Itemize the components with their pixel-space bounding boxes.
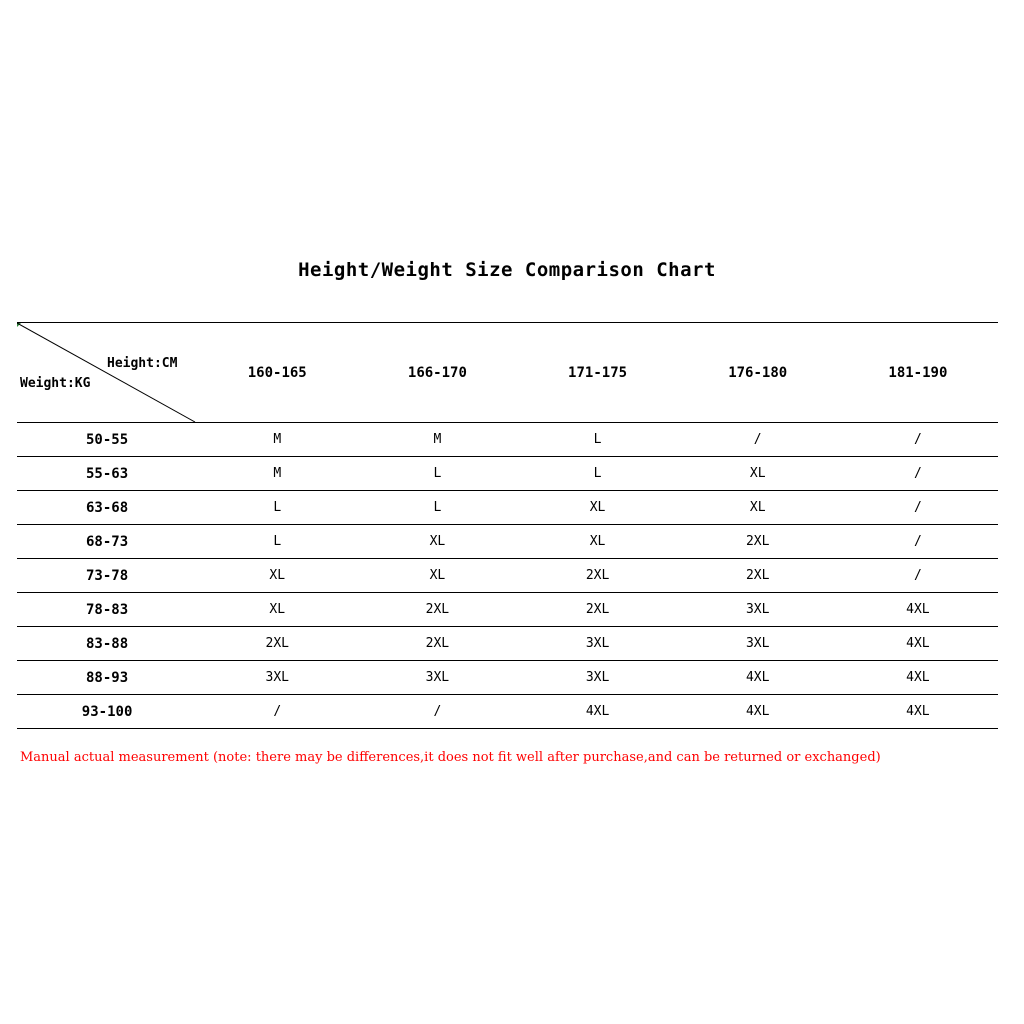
size-cell: 2XL [678, 559, 838, 593]
table-row [17, 423, 998, 457]
size-cell: 2XL [197, 627, 357, 661]
size-cell: XL [197, 559, 357, 593]
size-cell: XL [357, 525, 517, 559]
size-cell: L [357, 457, 517, 491]
size-cell: 3XL [197, 661, 357, 695]
size-cell: 2XL [517, 559, 677, 593]
weight-cell: 78-83 [17, 593, 197, 627]
measurement-note: Manual actual measurement (note: there may be differences,it does not fit well after purchase,and can be returned or exchanged) [20, 750, 881, 765]
weight-cell: 55-63 [17, 457, 197, 491]
size-cell: / [838, 457, 998, 491]
size-cell: L [517, 423, 677, 457]
size-cell: XL [678, 491, 838, 525]
table-row [17, 593, 998, 627]
size-cell: 3XL [357, 661, 517, 695]
height-header: 181-190 [838, 323, 998, 423]
height-header: 176-180 [678, 323, 838, 423]
table-row [17, 695, 998, 729]
size-cell: / [838, 525, 998, 559]
size-cell: 3XL [678, 593, 838, 627]
size-cell: 3XL [517, 661, 677, 695]
weight-cell: 93-100 [17, 695, 197, 729]
weight-cell: 83-88 [17, 627, 197, 661]
corner-cell [17, 323, 197, 423]
size-cell: XL [517, 525, 677, 559]
table-row [17, 661, 998, 695]
height-header: 171-175 [517, 323, 677, 423]
weight-cell: 50-55 [17, 423, 197, 457]
height-axis-label: Height:CM [107, 356, 178, 371]
size-cell: XL [357, 559, 517, 593]
table-row [17, 457, 998, 491]
table-row [17, 627, 998, 661]
size-cell: 2XL [357, 627, 517, 661]
size-cell: 4XL [838, 661, 998, 695]
weight-cell: 68-73 [17, 525, 197, 559]
size-cell: M [197, 423, 357, 457]
size-cell: / [357, 695, 517, 729]
size-cell: 4XL [838, 627, 998, 661]
size-cell: L [517, 457, 677, 491]
header-row [17, 323, 998, 423]
size-cell: 4XL [517, 695, 677, 729]
size-cell: M [197, 457, 357, 491]
size-cell: XL [197, 593, 357, 627]
table-row [17, 525, 998, 559]
size-cell: XL [517, 491, 677, 525]
size-cell: / [678, 423, 838, 457]
size-cell: / [838, 559, 998, 593]
table-row [17, 559, 998, 593]
size-cell: / [838, 491, 998, 525]
size-cell: L [197, 491, 357, 525]
weight-cell: 63-68 [17, 491, 197, 525]
size-table-body [17, 423, 998, 729]
size-cell: 2XL [357, 593, 517, 627]
table-row [17, 491, 998, 525]
chart-title: Height/Weight Size Comparison Chart [298, 259, 716, 281]
size-cell: / [838, 423, 998, 457]
weight-cell: 73-78 [17, 559, 197, 593]
size-cell: 3XL [678, 627, 838, 661]
size-cell: M [357, 423, 517, 457]
size-cell: L [357, 491, 517, 525]
size-cell: / [197, 695, 357, 729]
size-cell: 4XL [838, 695, 998, 729]
size-cell: 2XL [517, 593, 677, 627]
weight-axis-label: Weight:KG [20, 376, 91, 391]
size-cell: XL [678, 457, 838, 491]
size-table [17, 322, 998, 729]
size-cell: 4XL [678, 661, 838, 695]
size-table-container [17, 322, 998, 729]
height-header: 160-165 [197, 323, 357, 423]
size-cell: 4XL [678, 695, 838, 729]
size-cell: 4XL [838, 593, 998, 627]
weight-cell: 88-93 [17, 661, 197, 695]
size-cell: 3XL [517, 627, 677, 661]
height-header: 166-170 [357, 323, 517, 423]
diagonal-divider [17, 323, 197, 422]
size-cell: 2XL [678, 525, 838, 559]
size-cell: L [197, 525, 357, 559]
